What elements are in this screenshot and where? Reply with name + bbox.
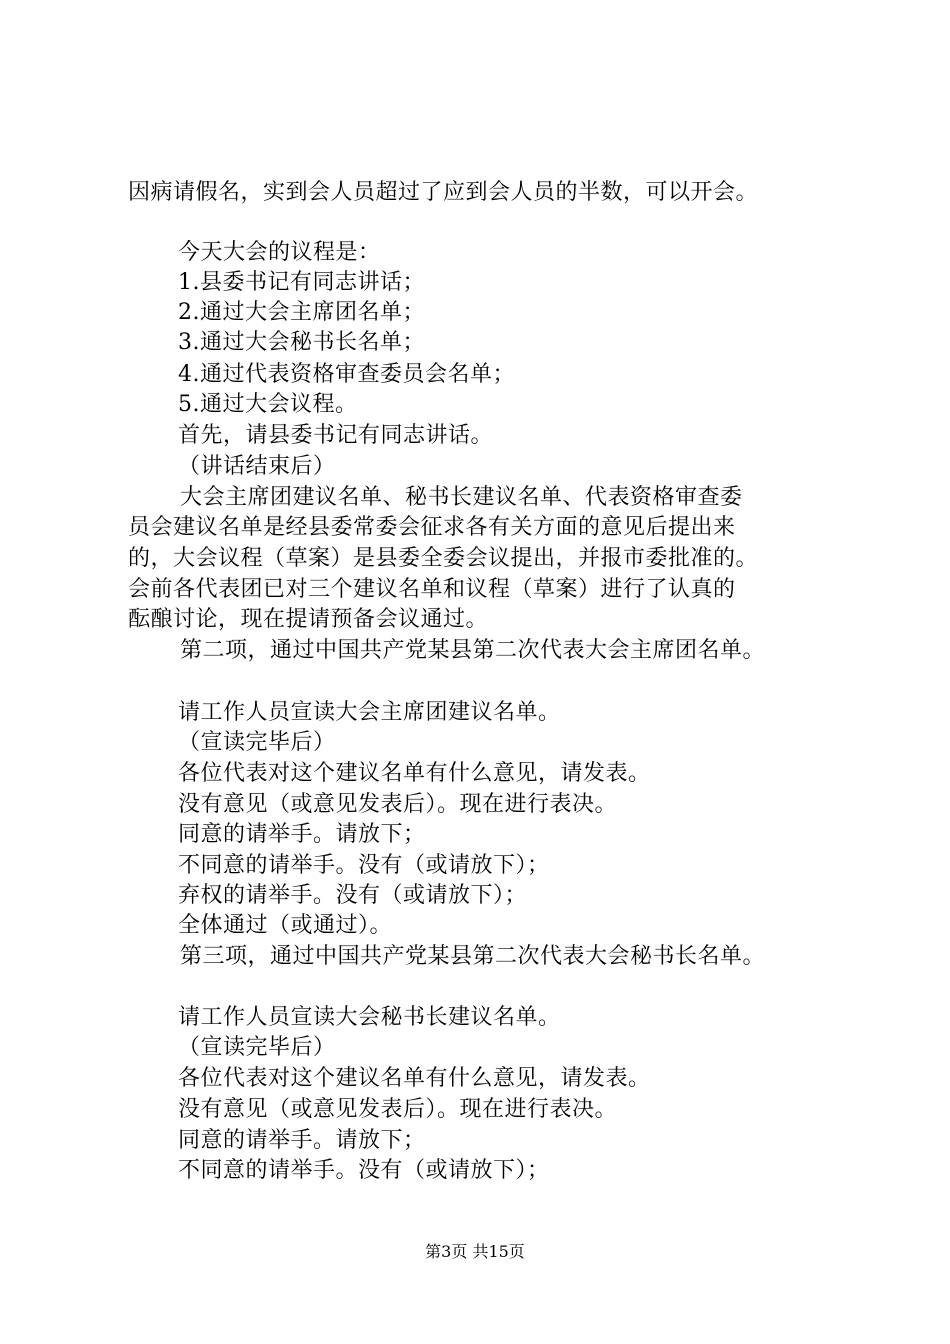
- text-line: （讲话结束后）: [178, 454, 336, 479]
- text-line: 没有意见（或意见发表后）。现在进行表决。: [178, 792, 618, 817]
- text-line: 3.通过大会秘书长名单；: [178, 330, 425, 355]
- text-line: （宣读完毕后）: [178, 1035, 336, 1060]
- text-line: 1.县委书记有同志讲话；: [178, 270, 425, 295]
- text-line: 员会建议名单是经县委常委会征求各有关方面的意见后提出来: [128, 515, 736, 540]
- text-line: 第三项，通过中国共产党某县第二次代表大会秘书长名单。: [180, 944, 766, 969]
- text-line: 请工作人员宣读大会秘书长建议名单。: [178, 1005, 561, 1030]
- text-line: 大会主席团建议名单、秘书长建议名单、代表资格审查委: [180, 485, 743, 510]
- text-line: 会前各代表团已对三个建议名单和议程（草案）进行了认真的: [128, 577, 736, 602]
- text-line: 请工作人员宣读大会主席团建议名单。: [178, 700, 561, 725]
- text-line: 首先，请县委书记有同志讲话。: [178, 423, 494, 448]
- text-line: 没有意见（或意见发表后）。现在进行表决。: [178, 1097, 618, 1122]
- text-line: 的，大会议程（草案）是县委全委会议提出，并报市委批准的。: [128, 546, 759, 571]
- text-line: 弃权的请举手。没有（或请放下）；: [178, 883, 528, 908]
- text-line: 各位代表对这个建议名单有什么意见，请发表。: [178, 761, 651, 786]
- text-line: 不同意的请举手。没有（或请放下）；: [178, 1158, 550, 1183]
- text-line: 5.通过大会议程。: [178, 392, 358, 417]
- text-line: 全体通过（或通过）。: [178, 913, 393, 938]
- text-line: 同意的请举手。请放下；: [178, 1128, 426, 1153]
- text-line: 第二项，通过中国共产党某县第二次代表大会主席团名单。: [180, 638, 766, 663]
- text-line: 不同意的请举手。没有（或请放下）；: [178, 853, 550, 878]
- text-line: 同意的请举手。请放下；: [178, 822, 426, 847]
- text-line: 酝酿讨论，现在提请预备会议通过。: [128, 607, 489, 632]
- page-footer: 第3页 共15页: [425, 1242, 525, 1261]
- text-line: 因病请假名，实到会人员超过了应到会人员的半数，可以开会。: [128, 180, 759, 205]
- text-line: 4.通过代表资格审查委员会名单；: [178, 362, 515, 387]
- text-line: 今天大会的议程是：: [178, 240, 381, 265]
- text-line: 各位代表对这个建议名单有什么意见，请发表。: [178, 1066, 651, 1091]
- text-line: 2.通过大会主席团名单；: [178, 300, 425, 325]
- text-line: （宣读完毕后）: [178, 730, 336, 755]
